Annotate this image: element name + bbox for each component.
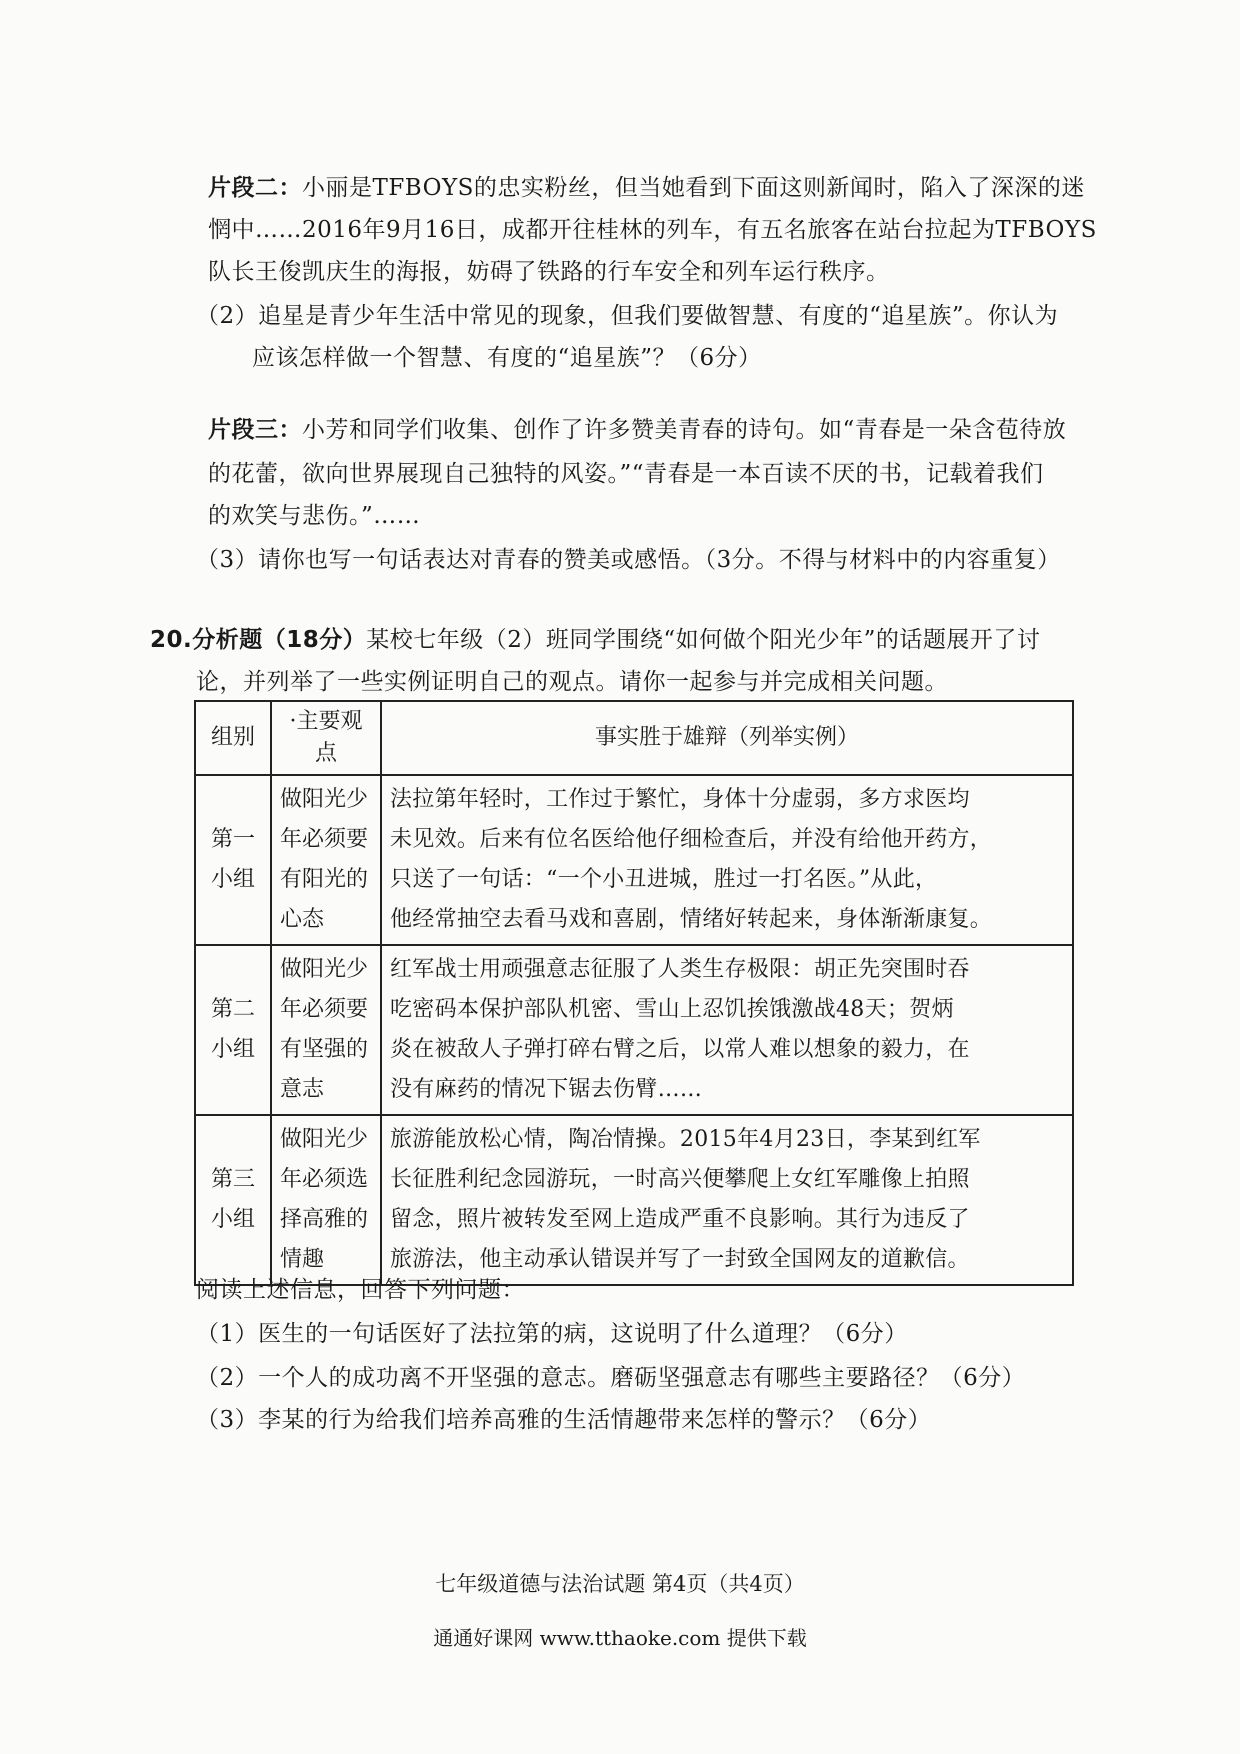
fragment3-line-1 bbox=[208, 410, 1088, 450]
fact-line: 他经常抽空去看马戏和喜剧，情绪好转起来，身体渐渐康复。 bbox=[390, 907, 993, 932]
group-name-line: 小组 bbox=[210, 867, 255, 892]
view-line: 年必须要 bbox=[280, 997, 369, 1022]
fragment2-text-1: 小丽是TFBOYS的忠实粉丝，但当她看到下面这则新闻时，陷入了深深的迷 bbox=[302, 175, 1085, 201]
view-line: 择高雅的 bbox=[280, 1207, 369, 1232]
fragment3-line-3: 的欢笑与悲伤。”…… bbox=[208, 503, 421, 529]
facts-cell bbox=[381, 945, 1073, 1115]
fact-line: 法拉第年轻时，工作过于繁忙，身体十分虚弱，多方求医均 bbox=[390, 787, 970, 812]
facts-cell bbox=[381, 1115, 1073, 1285]
fragment2-line-2: 惘中……2016年9月16日，成都开往桂林的列车，有五名旅客在站台拉起为TFBOYS bbox=[208, 217, 1097, 243]
table-row bbox=[195, 945, 1073, 1115]
question-3: （3）请你也写一句话表达对青春的赞美或感悟。（3分。不得与材料中的内容重复） bbox=[196, 547, 1061, 573]
group-cell bbox=[195, 775, 271, 945]
view-cell bbox=[271, 775, 381, 945]
fact-line: 长征胜利纪念园游玩，一时高兴便攀爬上女红军雕像上拍照 bbox=[390, 1167, 970, 1192]
fragment2-line-3: 队长王俊凯庆生的海报，妨碍了铁路的行车安全和列车运行秩序。 bbox=[208, 259, 890, 285]
question-2-line-2: 应该怎样做一个智慧、有度的“追星族”？（6分） bbox=[252, 345, 762, 371]
fact-line: 旅游能放松心情，陶冶情操。2015年4月23日，李某到红军 bbox=[390, 1127, 981, 1152]
question-2-line-1: （2）追星是青少年生活中常见的现象，但我们要做智慧、有度的“追星族”。你认为 bbox=[196, 303, 1059, 329]
q20-intro-text-1: 某校七年级（2）班同学围绕“如何做个阳光少年”的话题展开了讨 bbox=[366, 627, 1041, 653]
header-facts: 事实胜于雄辩（列举实例） bbox=[381, 701, 1073, 775]
fragment2-line-1 bbox=[208, 168, 1088, 208]
group-name-line: 第一 bbox=[210, 827, 255, 852]
q20-number: 20. bbox=[150, 627, 193, 653]
fragment3-text-1: 小芳和同学们收集、创作了许多赞美青春的诗句。如“青春是一朵含苞待放 bbox=[302, 417, 1067, 443]
fact-line: 旅游法，他主动承认错误并写了一封致全国网友的道歉信。 bbox=[390, 1247, 970, 1272]
q20-type-label: 分析题（18分） bbox=[192, 627, 367, 653]
fragment3-line-2: 的花蕾，欲向世界展现自己独特的风姿。”“青春是一本百读不厌的书，记载着我们 bbox=[208, 461, 1044, 487]
group-name-line: 小组 bbox=[210, 1207, 255, 1232]
view-line: 有阳光的 bbox=[280, 867, 369, 892]
fact-line: 留念，照片被转发至网上造成严重不良影响。其行为违反了 bbox=[390, 1207, 970, 1232]
fact-line: 炎在被敌人子弹打碎右臂之后，以常人难以想象的毅力，在 bbox=[390, 1037, 970, 1062]
q20-question-2: （2）一个人的成功离不开坚强的意志。磨砺坚强意志有哪些主要路径？（6分） bbox=[196, 1365, 1026, 1391]
view-line: 做阳光少 bbox=[280, 787, 369, 812]
group-cell bbox=[195, 945, 271, 1115]
view-line: 年必须选 bbox=[280, 1167, 369, 1192]
view-cell bbox=[271, 945, 381, 1115]
view-line: 意志 bbox=[280, 1077, 325, 1102]
q20-facts-table bbox=[194, 700, 1074, 1286]
view-line: 做阳光少 bbox=[280, 957, 369, 982]
group-cell bbox=[195, 1115, 271, 1285]
page-number-footer: 七年级道德与法治试题 第4页（共4页） bbox=[435, 1572, 805, 1596]
fragment2-lead: 片段二： bbox=[208, 175, 302, 201]
header-view: ·主要观点 bbox=[271, 701, 381, 775]
q20-question-1: （1）医生的一句话医好了法拉第的病，这说明了什么道理？（6分） bbox=[196, 1321, 908, 1347]
view-line: 情趣 bbox=[280, 1247, 325, 1272]
view-line: 年必须要 bbox=[280, 827, 369, 852]
fact-line: 红军战士用顽强意志征服了人类生存极限：胡正先突围时吞 bbox=[390, 957, 970, 982]
header-group: 组别 bbox=[195, 701, 271, 775]
fact-line: 吃密码本保护部队机密、雪山上忍饥挨饿激战48天；贺炳 bbox=[390, 997, 954, 1022]
view-line: 做阳光少 bbox=[280, 1127, 369, 1152]
table-row bbox=[195, 775, 1073, 945]
group-name-line: 第三 bbox=[210, 1167, 255, 1192]
group-name-line: 小组 bbox=[210, 1037, 255, 1062]
q20-question-3: （3）李某的行为给我们培养高雅的生活情趣带来怎样的警示？（6分） bbox=[196, 1407, 932, 1433]
view-line: 有坚强的 bbox=[280, 1037, 369, 1062]
fact-line: 没有麻药的情况下锯去伤臂…… bbox=[390, 1077, 703, 1102]
q20-intro-line-2: 论，并列举了一些实例证明自己的观点。请你一起参与并完成相关问题。 bbox=[196, 669, 948, 695]
group-name-line: 第二 bbox=[210, 997, 255, 1022]
fact-line: 只送了一句话：“一个小丑进城，胜过一打名医。”从此， bbox=[390, 867, 938, 892]
fact-line: 未见效。后来有位名医给他仔细检查后，并没有给他开药方， bbox=[390, 827, 993, 852]
view-line: 心态 bbox=[280, 907, 325, 932]
q20-intro-line-1 bbox=[150, 620, 1041, 660]
fragment3-lead: 片段三： bbox=[208, 417, 302, 443]
facts-cell bbox=[381, 775, 1073, 945]
table-row bbox=[195, 1115, 1073, 1285]
view-cell bbox=[271, 1115, 381, 1285]
read-prompt: 阅读上述信息，回答下列问题： bbox=[196, 1277, 525, 1303]
table-header-row bbox=[195, 701, 1073, 775]
download-source-footer: 通通好课网 www.tthaoke.com 提供下载 bbox=[433, 1626, 807, 1650]
